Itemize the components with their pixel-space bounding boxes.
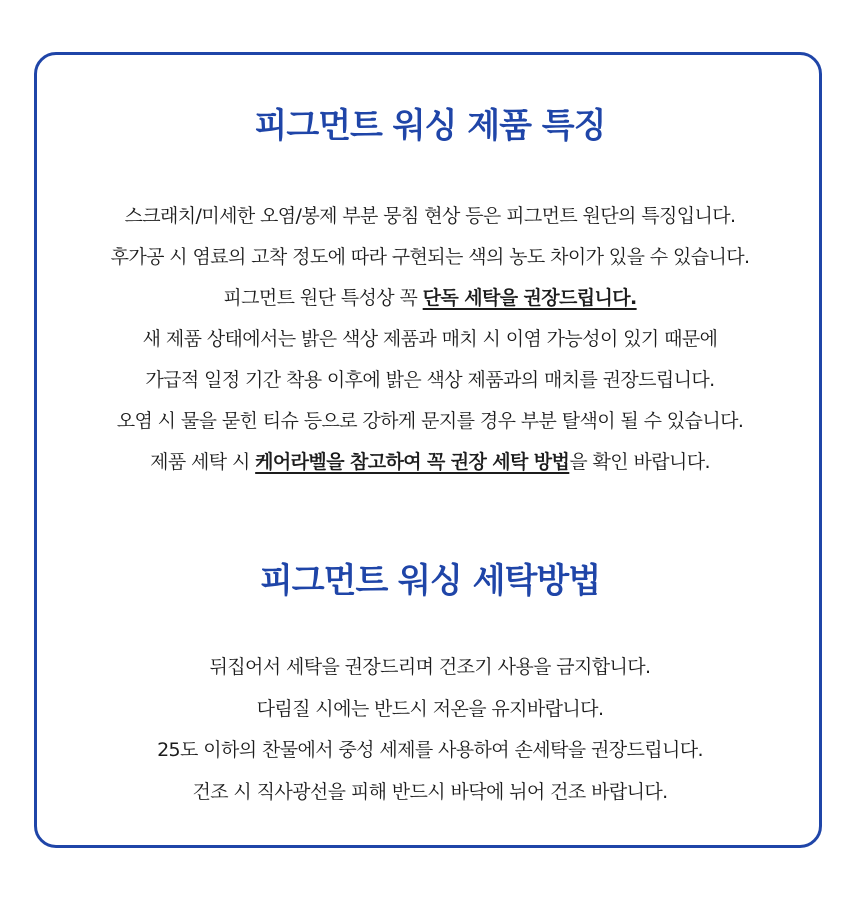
- washing-list: [0, 647, 860, 813]
- features-line-6: 오염 시 물을 묻힌 티슈 등으로 강하게 문지를 경우 부분 탈색이 될 수 있습니다.: [116, 410, 744, 432]
- list-item: 건조 시 직사광선을 피해 반드시 바닥에 뉘어 건조 바랍니다.: [192, 780, 668, 803]
- features-line-7-prefix: 제품 세탁 시: [150, 451, 256, 473]
- features-list: [0, 196, 860, 483]
- list-item: [0, 278, 860, 319]
- features-line-7-emphasis: 케어라벨을 참고하여 꼭 권장 세탁 방법: [255, 451, 570, 473]
- features-line-2: 후가공 시 염료의 고착 정도에 따라 구현되는 색의 농도 차이가 있을 수 있습니다.: [110, 246, 750, 268]
- features-title: 피그먼트 워싱 제품 특징: [254, 106, 606, 146]
- washing-title: 피그먼트 워싱 세탁방법: [259, 561, 601, 601]
- features-line-5: 가급적 일정 기간 착용 이후에 밝은 색상 제품과의 매치를 권장드립니다.: [145, 369, 715, 391]
- list-item: [0, 319, 860, 360]
- list-item: 다림질 시에는 반드시 저온을 유지바랍니다.: [256, 697, 604, 720]
- features-line-7-suffix: 을 확인 바랍니다.: [569, 451, 710, 473]
- list-item: [0, 442, 860, 483]
- list-item: [0, 401, 860, 442]
- list-item: [0, 237, 860, 278]
- features-line-3-emphasis: 단독 세탁을 권장드립니다.: [422, 287, 637, 309]
- list-item: [0, 360, 860, 401]
- features-line-4: 새 제품 상태에서는 밝은 색상 제품과 매치 시 이염 가능성이 있기 때문에: [142, 328, 718, 350]
- features-line-3-prefix: 피그먼트 원단 특성상 꼭: [223, 287, 423, 309]
- list-item: [0, 196, 860, 237]
- list-item: 25도 이하의 찬물에서 중성 세제를 사용하여 손세탁을 권장드립니다.: [157, 739, 703, 761]
- features-line-1: 스크래치/미세한 오염/봉제 부분 뭉침 현상 등은 피그먼트 원단의 특징입니다.: [124, 205, 736, 227]
- list-item: 뒤집어서 세탁을 권장드리며 건조기 사용을 금지합니다.: [209, 656, 651, 678]
